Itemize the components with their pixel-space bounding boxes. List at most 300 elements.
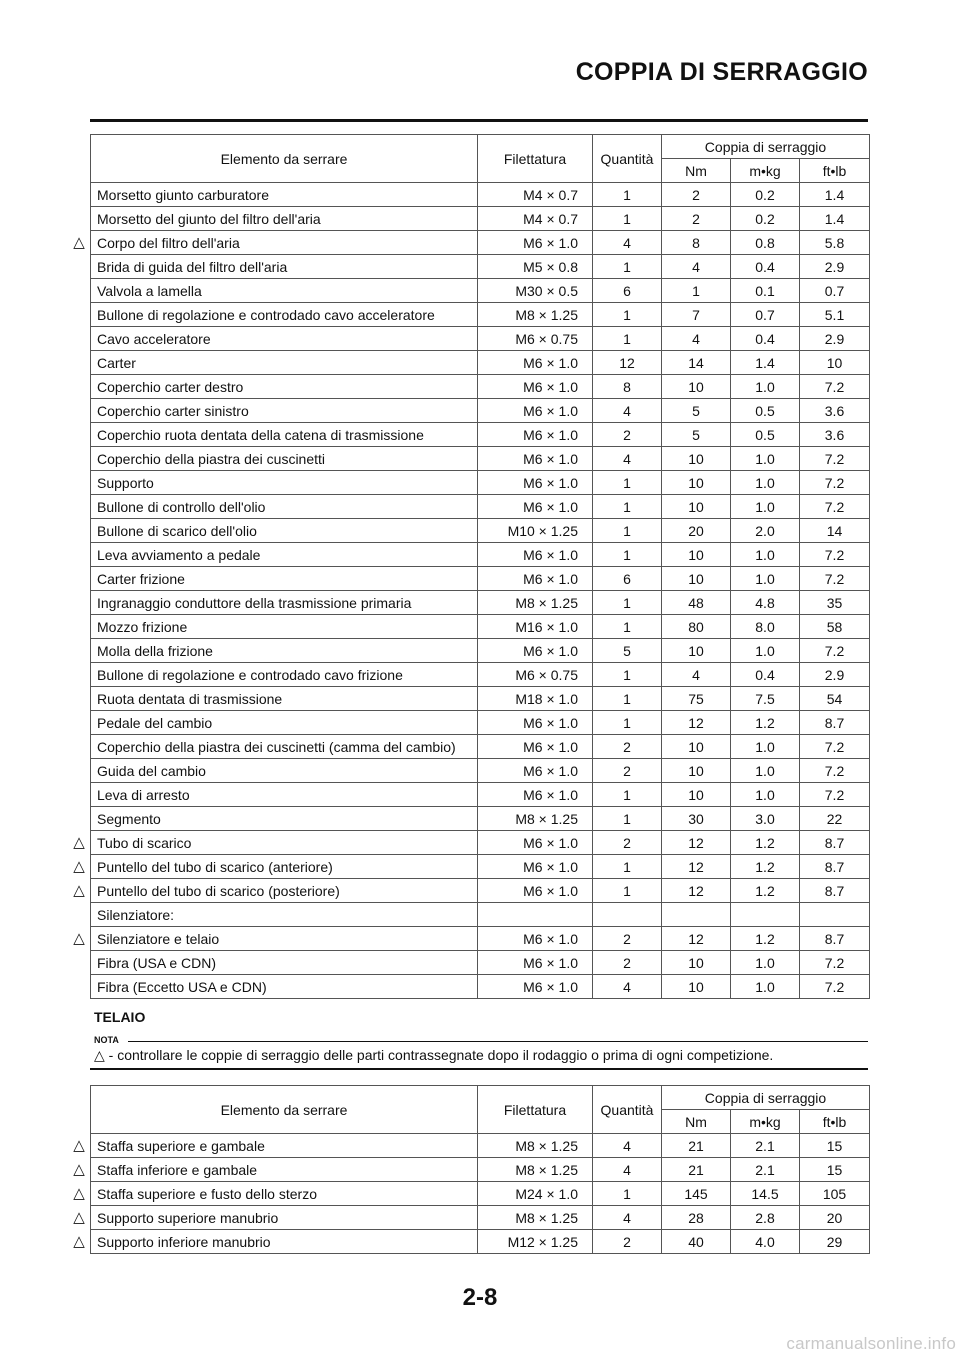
cell-ftlb: 10 xyxy=(800,351,870,375)
cell-thread: M6 × 1.0 xyxy=(478,735,593,759)
cell-nm: 2 xyxy=(662,207,731,231)
cell-element: Puntello del tubo di scarico (posteriore) xyxy=(91,879,478,903)
cell-quantity: 1 xyxy=(593,303,662,327)
cell-quantity: 8 xyxy=(593,375,662,399)
frame-torque-table xyxy=(90,1085,870,1254)
page-title: COPPIA DI SERRAGGIO xyxy=(575,58,868,86)
cell-ftlb: 8.7 xyxy=(800,855,870,879)
cell-quantity: 1 xyxy=(593,543,662,567)
cell-thread: M6 × 1.0 xyxy=(478,975,593,999)
table-row xyxy=(91,639,870,663)
watermark: carmanualsonline.info xyxy=(786,1334,956,1353)
cell-element: Supporto superiore manubrio xyxy=(91,1206,478,1230)
cell-quantity: 2 xyxy=(593,735,662,759)
cell-element: Silenziatore: xyxy=(91,903,478,927)
cell-thread: M8 × 1.25 xyxy=(478,1134,593,1158)
cell-thread: M6 × 1.0 xyxy=(478,231,593,255)
cell-ftlb: 58 xyxy=(800,615,870,639)
col-nm-header: Nm xyxy=(662,159,731,183)
table-row xyxy=(91,591,870,615)
col-quantity-header: Quantità xyxy=(593,135,662,183)
cell-thread: M4 × 0.7 xyxy=(478,207,593,231)
cell-ftlb: 14 xyxy=(800,519,870,543)
cell-element: Ingranaggio conduttore della trasmissione primaria xyxy=(91,591,478,615)
table-row xyxy=(91,423,870,447)
cell-nm: 10 xyxy=(662,447,731,471)
cell-nm: 10 xyxy=(662,639,731,663)
cell-ftlb: 29 xyxy=(800,1230,870,1254)
cell-thread: M6 × 1.0 xyxy=(478,927,593,951)
cell-quantity: 1 xyxy=(593,711,662,735)
cell-thread: M10 × 1.25 xyxy=(478,519,593,543)
cell-thread: M6 × 1.0 xyxy=(478,951,593,975)
cell-nm: 5 xyxy=(662,399,731,423)
cell-ftlb: 1.4 xyxy=(800,183,870,207)
cell-element: Bullone di scarico dell'olio xyxy=(91,519,478,543)
cell-nm: 2 xyxy=(662,183,731,207)
cell-mkg: 1.2 xyxy=(731,831,800,855)
frame-table-body xyxy=(91,1134,870,1254)
cell-quantity: 1 xyxy=(593,879,662,903)
cell-mkg: 7.5 xyxy=(731,687,800,711)
cell-nm: 12 xyxy=(662,879,731,903)
triangle-mark-icon: △ xyxy=(73,233,85,251)
cell-nm: 10 xyxy=(662,975,731,999)
cell-nm: 12 xyxy=(662,855,731,879)
cell-element: Coperchio carter sinistro xyxy=(91,399,478,423)
cell-ftlb: 105 xyxy=(800,1182,870,1206)
cell-mkg: 4.0 xyxy=(731,1230,800,1254)
cell-quantity: 2 xyxy=(593,927,662,951)
cell-mkg: 1.0 xyxy=(731,735,800,759)
cell-mkg: 3.0 xyxy=(731,807,800,831)
table-row xyxy=(91,543,870,567)
cell-mkg: 1.0 xyxy=(731,639,800,663)
cell-thread: M6 × 1.0 xyxy=(478,783,593,807)
cell-quantity: 1 xyxy=(593,615,662,639)
cell-mkg: 0.1 xyxy=(731,279,800,303)
cell-thread: M6 × 0.75 xyxy=(478,327,593,351)
cell-nm: 12 xyxy=(662,831,731,855)
cell-mkg: 2.1 xyxy=(731,1158,800,1182)
engine-torque-table xyxy=(90,134,870,999)
cell-element: Tubo di scarico xyxy=(91,831,478,855)
cell-ftlb: 5.1 xyxy=(800,303,870,327)
table-row xyxy=(91,495,870,519)
cell-nm: 21 xyxy=(662,1134,731,1158)
cell-quantity: 4 xyxy=(593,399,662,423)
cell-nm: 28 xyxy=(662,1206,731,1230)
cell-nm: 10 xyxy=(662,951,731,975)
cell-element: Carter xyxy=(91,351,478,375)
table-row xyxy=(91,519,870,543)
triangle-mark-icon: △ xyxy=(73,881,85,899)
table-row xyxy=(91,567,870,591)
cell-thread: M6 × 1.0 xyxy=(478,759,593,783)
cell-element: Fibra (USA e CDN) xyxy=(91,951,478,975)
table-row xyxy=(91,975,870,999)
cell-ftlb: 7.2 xyxy=(800,975,870,999)
table-row xyxy=(91,183,870,207)
cell-mkg: 1.0 xyxy=(731,375,800,399)
note-divider-bottom xyxy=(90,1068,868,1070)
cell-quantity: 1 xyxy=(593,783,662,807)
cell-mkg: 1.2 xyxy=(731,855,800,879)
cell-quantity: 1 xyxy=(593,855,662,879)
table-row xyxy=(91,351,870,375)
cell-element: Supporto inferiore manubrio xyxy=(91,1230,478,1254)
cell-element: Coperchio della piastra dei cuscinetti xyxy=(91,447,478,471)
cell-ftlb: 8.7 xyxy=(800,831,870,855)
table-row xyxy=(91,879,870,903)
cell-nm: 21 xyxy=(662,1158,731,1182)
table-row xyxy=(91,615,870,639)
cell-quantity: 6 xyxy=(593,567,662,591)
cell-mkg: 0.7 xyxy=(731,303,800,327)
table-row xyxy=(91,687,870,711)
cell-ftlb: 54 xyxy=(800,687,870,711)
table-row xyxy=(91,1182,870,1206)
table-row xyxy=(91,951,870,975)
cell-nm: 8 xyxy=(662,231,731,255)
cell-quantity: 5 xyxy=(593,639,662,663)
note-text xyxy=(94,1047,773,1064)
cell-mkg: 1.0 xyxy=(731,471,800,495)
triangle-mark-icon: △ xyxy=(73,1136,85,1154)
cell-mkg: 2.8 xyxy=(731,1206,800,1230)
table-row xyxy=(91,471,870,495)
col-torque-header: Coppia di serraggio xyxy=(662,1086,870,1110)
note-body: - controllare le coppie di serraggio delle parti contrassegnate dopo il rodaggio o prima di ogni competizione. xyxy=(108,1047,774,1063)
table-row xyxy=(91,903,870,927)
cell-nm: 10 xyxy=(662,759,731,783)
cell-thread: M8 × 1.25 xyxy=(478,807,593,831)
cell-thread: M4 × 0.7 xyxy=(478,183,593,207)
cell-ftlb: 8.7 xyxy=(800,879,870,903)
cell-quantity: 2 xyxy=(593,759,662,783)
cell-quantity xyxy=(593,903,662,927)
cell-element: Puntello del tubo di scarico (anteriore) xyxy=(91,855,478,879)
table-row xyxy=(91,1230,870,1254)
cell-thread: M6 × 1.0 xyxy=(478,639,593,663)
table-row xyxy=(91,375,870,399)
cell-mkg: 1.0 xyxy=(731,543,800,567)
cell-quantity: 4 xyxy=(593,1206,662,1230)
cell-thread: M16 × 1.0 xyxy=(478,615,593,639)
col-torque-header: Coppia di serraggio xyxy=(662,135,870,159)
table-row xyxy=(91,855,870,879)
cell-thread: M6 × 1.0 xyxy=(478,855,593,879)
cell-element: Leva avviamento a pedale xyxy=(91,543,478,567)
cell-thread: M6 × 1.0 xyxy=(478,423,593,447)
cell-thread: M6 × 1.0 xyxy=(478,711,593,735)
cell-element: Fibra (Eccetto USA e CDN) xyxy=(91,975,478,999)
cell-thread: M6 × 1.0 xyxy=(478,447,593,471)
cell-quantity: 1 xyxy=(593,255,662,279)
cell-ftlb: 3.6 xyxy=(800,399,870,423)
cell-mkg: 2.1 xyxy=(731,1134,800,1158)
cell-mkg: 14.5 xyxy=(731,1182,800,1206)
cell-thread: M8 × 1.25 xyxy=(478,591,593,615)
cell-ftlb: 2.9 xyxy=(800,255,870,279)
cell-quantity: 4 xyxy=(593,975,662,999)
table-row xyxy=(91,759,870,783)
cell-element: Morsetto giunto carburatore xyxy=(91,183,478,207)
cell-nm: 10 xyxy=(662,543,731,567)
cell-element: Bullone di regolazione e controdado cavo frizione xyxy=(91,663,478,687)
cell-element: Leva di arresto xyxy=(91,783,478,807)
cell-mkg: 1.4 xyxy=(731,351,800,375)
cell-quantity: 1 xyxy=(593,687,662,711)
cell-thread: M6 × 1.0 xyxy=(478,543,593,567)
cell-ftlb: 7.2 xyxy=(800,447,870,471)
table-row xyxy=(91,1134,870,1158)
cell-mkg: 1.2 xyxy=(731,711,800,735)
cell-mkg: 1.2 xyxy=(731,879,800,903)
triangle-mark-icon: △ xyxy=(73,857,85,875)
cell-ftlb: 7.2 xyxy=(800,495,870,519)
table-row xyxy=(91,447,870,471)
cell-element: Ruota dentata di trasmissione xyxy=(91,687,478,711)
cell-quantity: 4 xyxy=(593,1158,662,1182)
cell-mkg: 1.0 xyxy=(731,759,800,783)
cell-thread: M6 × 0.75 xyxy=(478,663,593,687)
col-mkg-header: m•kg xyxy=(731,1110,800,1134)
cell-element: Cavo acceleratore xyxy=(91,327,478,351)
cell-quantity: 4 xyxy=(593,1134,662,1158)
cell-mkg: 1.0 xyxy=(731,447,800,471)
cell-nm: 40 xyxy=(662,1230,731,1254)
cell-nm: 12 xyxy=(662,927,731,951)
col-ftlb-header: ft•lb xyxy=(800,159,870,183)
cell-quantity: 2 xyxy=(593,831,662,855)
cell-ftlb: 20 xyxy=(800,1206,870,1230)
table-row xyxy=(91,783,870,807)
cell-nm: 10 xyxy=(662,783,731,807)
cell-element: Staffa inferiore e gambale xyxy=(91,1158,478,1182)
cell-element: Brida di guida del filtro dell'aria xyxy=(91,255,478,279)
cell-element: Valvola a lamella xyxy=(91,279,478,303)
table-row xyxy=(91,1206,870,1230)
col-nm-header: Nm xyxy=(662,1110,731,1134)
cell-nm: 145 xyxy=(662,1182,731,1206)
col-mkg-header: m•kg xyxy=(731,159,800,183)
cell-ftlb: 7.2 xyxy=(800,759,870,783)
cell-element: Morsetto del giunto del filtro dell'aria xyxy=(91,207,478,231)
cell-nm: 10 xyxy=(662,735,731,759)
cell-ftlb: 15 xyxy=(800,1134,870,1158)
cell-mkg: 0.5 xyxy=(731,399,800,423)
cell-element: Segmento xyxy=(91,807,478,831)
triangle-mark-icon: △ xyxy=(73,929,85,947)
cell-mkg: 0.8 xyxy=(731,231,800,255)
col-quantity-header: Quantità xyxy=(593,1086,662,1134)
cell-thread: M30 × 0.5 xyxy=(478,279,593,303)
table-row xyxy=(91,255,870,279)
cell-quantity: 4 xyxy=(593,231,662,255)
cell-ftlb: 7.2 xyxy=(800,471,870,495)
table-row xyxy=(91,399,870,423)
table-row xyxy=(91,807,870,831)
table-row xyxy=(91,735,870,759)
cell-thread: M6 × 1.0 xyxy=(478,471,593,495)
cell-nm xyxy=(662,903,731,927)
title-rule xyxy=(90,119,868,122)
cell-mkg: 0.4 xyxy=(731,255,800,279)
table-row xyxy=(91,279,870,303)
cell-ftlb: 0.7 xyxy=(800,279,870,303)
cell-ftlb: 7.2 xyxy=(800,375,870,399)
table-row xyxy=(91,207,870,231)
cell-quantity: 4 xyxy=(593,447,662,471)
cell-nm: 30 xyxy=(662,807,731,831)
cell-ftlb: 2.9 xyxy=(800,327,870,351)
table-row xyxy=(91,711,870,735)
triangle-mark-icon: △ xyxy=(73,1232,85,1250)
cell-thread: M18 × 1.0 xyxy=(478,687,593,711)
engine-table-body xyxy=(91,183,870,999)
cell-thread: M8 × 1.25 xyxy=(478,303,593,327)
cell-quantity: 2 xyxy=(593,951,662,975)
cell-mkg: 1.0 xyxy=(731,951,800,975)
cell-nm: 7 xyxy=(662,303,731,327)
cell-nm: 10 xyxy=(662,567,731,591)
cell-nm: 10 xyxy=(662,375,731,399)
cell-element: Coperchio ruota dentata della catena di trasmissione xyxy=(91,423,478,447)
cell-ftlb: 3.6 xyxy=(800,423,870,447)
cell-nm: 48 xyxy=(662,591,731,615)
cell-element: Carter frizione xyxy=(91,567,478,591)
cell-quantity: 1 xyxy=(593,519,662,543)
cell-quantity: 1 xyxy=(593,663,662,687)
table-row xyxy=(91,231,870,255)
cell-ftlb: 7.2 xyxy=(800,543,870,567)
triangle-mark-icon: △ xyxy=(73,833,85,851)
table-row xyxy=(91,831,870,855)
cell-ftlb: 7.2 xyxy=(800,951,870,975)
col-element-header: Elemento da serrare xyxy=(91,1086,478,1134)
cell-mkg: 8.0 xyxy=(731,615,800,639)
cell-ftlb: 5.8 xyxy=(800,231,870,255)
cell-mkg xyxy=(731,903,800,927)
cell-thread xyxy=(478,903,593,927)
cell-ftlb: 7.2 xyxy=(800,783,870,807)
cell-element: Supporto xyxy=(91,471,478,495)
cell-mkg: 0.5 xyxy=(731,423,800,447)
cell-element: Guida del cambio xyxy=(91,759,478,783)
section-heading-telaio: TELAIO xyxy=(94,1009,146,1025)
cell-thread: M6 × 1.0 xyxy=(478,879,593,903)
cell-mkg: 1.0 xyxy=(731,495,800,519)
cell-element: Corpo del filtro dell'aria xyxy=(91,231,478,255)
cell-mkg: 1.0 xyxy=(731,567,800,591)
cell-ftlb: 8.7 xyxy=(800,711,870,735)
cell-ftlb: 7.2 xyxy=(800,639,870,663)
cell-quantity: 2 xyxy=(593,1230,662,1254)
cell-mkg: 4.8 xyxy=(731,591,800,615)
cell-ftlb: 2.9 xyxy=(800,663,870,687)
table-row xyxy=(91,927,870,951)
cell-ftlb: 7.2 xyxy=(800,567,870,591)
table-row xyxy=(91,303,870,327)
cell-ftlb: 22 xyxy=(800,807,870,831)
cell-mkg: 0.2 xyxy=(731,183,800,207)
cell-element: Staffa superiore e gambale xyxy=(91,1134,478,1158)
cell-thread: M5 × 0.8 xyxy=(478,255,593,279)
cell-thread: M12 × 1.25 xyxy=(478,1230,593,1254)
cell-element: Pedale del cambio xyxy=(91,711,478,735)
cell-thread: M24 × 1.0 xyxy=(478,1182,593,1206)
table-row xyxy=(91,663,870,687)
cell-element: Coperchio carter destro xyxy=(91,375,478,399)
cell-nm: 4 xyxy=(662,663,731,687)
cell-quantity: 1 xyxy=(593,1182,662,1206)
cell-nm: 12 xyxy=(662,711,731,735)
cell-thread: M6 × 1.0 xyxy=(478,399,593,423)
cell-element: Molla della frizione xyxy=(91,639,478,663)
cell-nm: 75 xyxy=(662,687,731,711)
cell-quantity: 1 xyxy=(593,327,662,351)
cell-quantity: 12 xyxy=(593,351,662,375)
cell-quantity: 1 xyxy=(593,495,662,519)
triangle-mark-icon: △ xyxy=(73,1184,85,1202)
cell-thread: M8 × 1.25 xyxy=(478,1158,593,1182)
cell-nm: 10 xyxy=(662,471,731,495)
cell-element: Coperchio della piastra dei cuscinetti (camma del cambio) xyxy=(91,735,478,759)
cell-thread: M6 × 1.0 xyxy=(478,831,593,855)
cell-mkg: 0.4 xyxy=(731,327,800,351)
cell-ftlb: 7.2 xyxy=(800,735,870,759)
col-ftlb-header: ft•lb xyxy=(800,1110,870,1134)
cell-element: Silenziatore e telaio xyxy=(91,927,478,951)
cell-nm: 1 xyxy=(662,279,731,303)
cell-element: Staffa superiore e fusto dello sterzo xyxy=(91,1182,478,1206)
cell-mkg: 1.0 xyxy=(731,975,800,999)
cell-quantity: 1 xyxy=(593,807,662,831)
cell-mkg: 1.2 xyxy=(731,927,800,951)
page-number: 2-8 xyxy=(462,1284,498,1311)
cell-mkg: 2.0 xyxy=(731,519,800,543)
cell-element: Bullone di controllo dell'olio xyxy=(91,495,478,519)
cell-thread: M6 × 1.0 xyxy=(478,495,593,519)
cell-nm: 14 xyxy=(662,351,731,375)
cell-nm: 5 xyxy=(662,423,731,447)
col-thread-header: Filettatura xyxy=(478,135,593,183)
triangle-mark-icon: △ xyxy=(94,1047,105,1063)
note-label: NOTA xyxy=(94,1035,119,1045)
cell-ftlb xyxy=(800,903,870,927)
cell-quantity: 1 xyxy=(593,207,662,231)
cell-quantity: 6 xyxy=(593,279,662,303)
col-thread-header: Filettatura xyxy=(478,1086,593,1134)
cell-mkg: 0.2 xyxy=(731,207,800,231)
cell-thread: M6 × 1.0 xyxy=(478,375,593,399)
cell-quantity: 1 xyxy=(593,471,662,495)
col-element-header: Elemento da serrare xyxy=(91,135,478,183)
table-row xyxy=(91,1158,870,1182)
cell-nm: 20 xyxy=(662,519,731,543)
cell-element: Mozzo frizione xyxy=(91,615,478,639)
cell-quantity: 2 xyxy=(593,423,662,447)
triangle-mark-icon: △ xyxy=(73,1160,85,1178)
triangle-mark-icon: △ xyxy=(73,1208,85,1226)
cell-nm: 4 xyxy=(662,255,731,279)
cell-ftlb: 15 xyxy=(800,1158,870,1182)
cell-quantity: 1 xyxy=(593,591,662,615)
cell-ftlb: 35 xyxy=(800,591,870,615)
cell-element: Bullone di regolazione e controdado cavo acceleratore xyxy=(91,303,478,327)
cell-nm: 10 xyxy=(662,495,731,519)
